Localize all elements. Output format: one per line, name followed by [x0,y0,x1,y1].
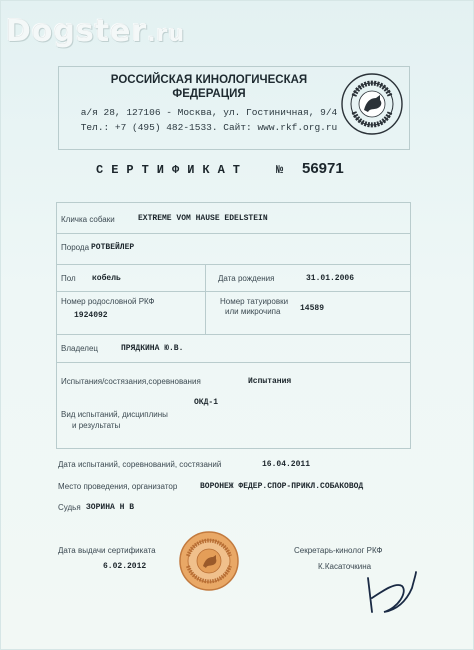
watermark-brand: Dogster [6,14,148,49]
form-divider [56,264,410,265]
form-divider [56,233,410,234]
org-name-line2: ФЕДЕРАЦИЯ [172,88,246,100]
org-address: а/я 28, 127106 - Москва, ул. Гостиничная, 9/4 [80,107,338,118]
rkf-stamp-icon [178,530,240,592]
secretary-signature-icon [350,568,420,618]
kind-value: ОКД-1 [194,398,219,407]
birth-value: 31.01.2006 [306,274,355,283]
pedigree-label: Номер родословной РКФ [61,297,155,306]
pedigree-value: 1924092 [74,311,108,320]
secretary-label: Секретарь-кинолог РКФ [294,546,383,555]
place-label: Место проведения, организатор [58,482,178,491]
tests-label: Испытания/состязания,соревнования [61,377,201,386]
certificate-number-label: № [276,163,284,177]
form-column-divider [205,264,206,334]
judge-value: ЗОРИНА Н В [86,503,135,512]
tests-value: Испытания [248,377,292,386]
sex-value: кобель [92,274,121,283]
watermark-domain: .ru [147,22,186,47]
rkf-logo-icon [340,72,404,136]
birth-label: Дата рождения [218,274,275,283]
tattoo-label-1: Номер татуировки [220,297,289,306]
tattoo-value: 14589 [300,304,325,313]
nickname-label: Кличка собаки [61,215,115,224]
secretary-name: К.Касаточкина [318,562,372,571]
breed-value: РОТВЕЙЛЕР [91,243,135,252]
form-divider [56,291,410,292]
owner-value: ПРЯДКИНА Ю.В. [121,344,184,353]
nickname-value: EXTREME VOM HAUSE EDELSTEIN [138,214,268,223]
issue-date-value: 6.02.2012 [103,562,147,571]
event-date-value: 16.04.2011 [262,460,311,469]
form-divider [56,334,410,335]
event-date-label: Дата испытаний, соревнований, состязаний [58,460,222,469]
breed-label: Порода [61,243,90,252]
place-value: ВОРОНЕЖ ФЕДЕР.СПОР-ПРИКЛ.СОБАКОВОД [200,482,364,491]
issue-date-label: Дата выдачи сертификата [58,546,156,555]
certificate-title: СЕРТИФИКАТ [96,163,249,177]
tattoo-label-2: или микрочипа [225,307,281,316]
form-divider [56,362,410,363]
kind-label-1: Вид испытаний, дисциплины [61,410,168,419]
sex-label: Пол [61,274,76,283]
org-name-line1: РОССИЙСКАЯ КИНОЛОГИЧЕСКАЯ [110,74,308,86]
owner-label: Владелец [61,344,99,353]
certificate-number: 56971 [302,160,344,177]
judge-label: Судья [58,503,81,512]
dogster-watermark [6,14,185,49]
org-contact: Тел.: +7 (495) 482-1533. Сайт: www.rkf.org.ru [80,122,338,133]
kind-label-2: и результаты [72,421,121,430]
